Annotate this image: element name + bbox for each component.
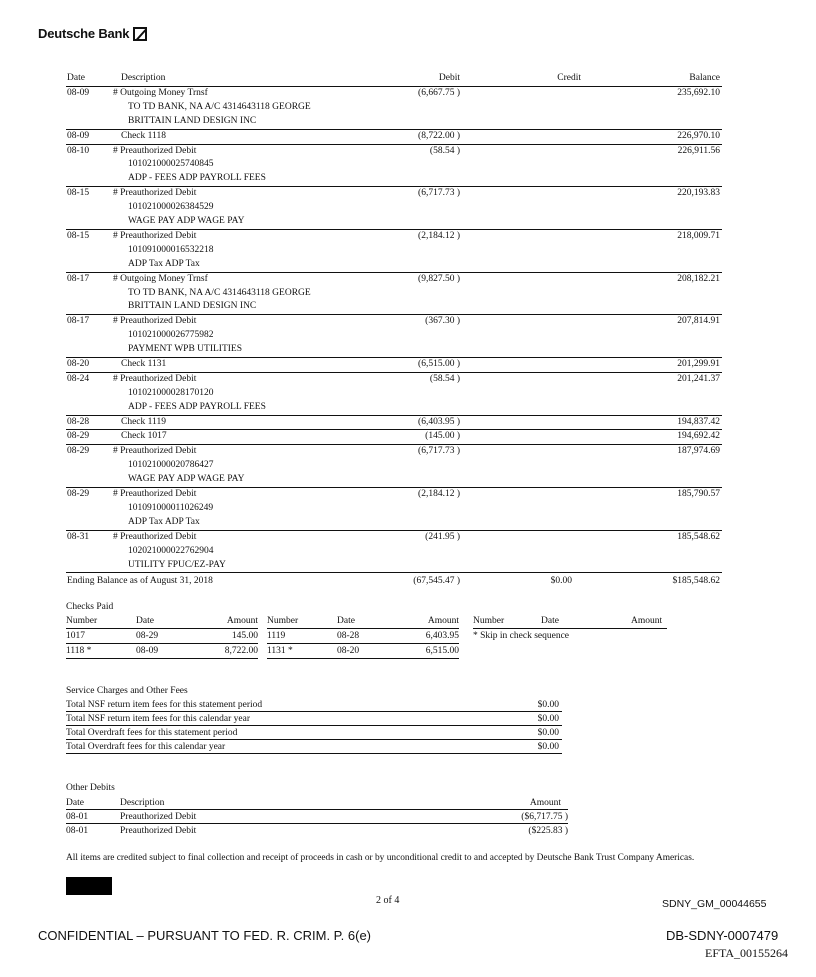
transaction-detail: 101021000020786427 bbox=[128, 460, 214, 471]
transaction-date: 08-10 bbox=[67, 145, 90, 156]
transaction-balance: 218,009.71 bbox=[677, 230, 720, 241]
bank-name: Deutsche Bank bbox=[38, 26, 130, 41]
fee-amount: $0.00 bbox=[507, 712, 562, 726]
transaction-balance: 235,692.10 bbox=[677, 88, 720, 98]
check-sequence-note: * Skip in check sequence bbox=[473, 631, 570, 642]
redaction-box bbox=[66, 877, 112, 895]
debit-date: 08-01 bbox=[66, 810, 120, 824]
transaction-detail: ADP Tax ADP Tax bbox=[128, 258, 200, 269]
transaction-date: 08-24 bbox=[67, 373, 90, 384]
transaction-balance: 194,692.42 bbox=[677, 431, 720, 442]
ending-balance: $185,548.62 bbox=[672, 576, 720, 587]
transaction-type: Check 1017 bbox=[121, 431, 167, 442]
debit-amount: ($6,717.75 ) bbox=[398, 810, 568, 824]
fees-title: Service Charges and Other Fees bbox=[66, 686, 188, 696]
transaction-description bbox=[113, 87, 311, 129]
fee-row bbox=[66, 712, 562, 726]
transaction-date: 08-17 bbox=[67, 273, 90, 284]
transaction-debit: (58.54 ) bbox=[429, 145, 460, 156]
fee-label: Total NSF return item fees for this calendar year bbox=[66, 712, 507, 726]
header-debit: Debit bbox=[438, 73, 460, 83]
debit-amount: ($225.83 ) bbox=[528, 825, 568, 836]
transaction-description bbox=[113, 145, 266, 187]
check-amount: 8,722.00 bbox=[198, 644, 258, 659]
transaction-row bbox=[66, 273, 722, 316]
transaction-detail: BRITTAIN LAND DESIGN INC bbox=[128, 301, 257, 312]
transaction-detail: 101091000016532218 bbox=[128, 244, 214, 255]
transaction-detail: ADP - FEES ADP PAYROLL FEES bbox=[128, 401, 266, 412]
transaction-type: # Outgoing Money Trnsf bbox=[113, 88, 208, 98]
transaction-row bbox=[66, 373, 722, 416]
confidential-notice: CONFIDENTIAL – PURSUANT TO FED. R. CRIM. P. 6(e) bbox=[38, 928, 372, 943]
transaction-type: # Preauthorized Debit bbox=[113, 446, 197, 457]
transaction-description bbox=[113, 273, 311, 315]
transaction-date: 08-17 bbox=[67, 316, 90, 327]
transaction-type: # Preauthorized Debit bbox=[113, 230, 197, 241]
transaction-row bbox=[66, 315, 722, 358]
transaction-detail: 101091000011026249 bbox=[128, 502, 214, 513]
transaction-row bbox=[66, 430, 722, 445]
transaction-description bbox=[113, 445, 245, 487]
check-number: 1118 * bbox=[66, 644, 136, 659]
transaction-row bbox=[66, 230, 722, 273]
transaction-date: 08-09 bbox=[67, 130, 90, 141]
transaction-type: # Outgoing Money Trnsf bbox=[113, 273, 208, 284]
header-description: Description bbox=[121, 73, 166, 83]
transaction-date: 08-15 bbox=[67, 188, 90, 199]
checks-paid-title: Checks Paid bbox=[66, 602, 114, 612]
check-amount: 6,515.00 bbox=[399, 644, 459, 659]
check-amount: 6,403.95 bbox=[399, 629, 459, 644]
transaction-detail: 101021000025740845 bbox=[128, 159, 214, 170]
transaction-type: # Preauthorized Debit bbox=[113, 316, 197, 327]
transaction-detail: 101021000028170120 bbox=[128, 387, 214, 398]
debit-description: Preauthorized Debit bbox=[120, 825, 197, 836]
transaction-type: # Preauthorized Debit bbox=[113, 373, 197, 384]
transactions-header bbox=[66, 72, 722, 87]
debit-row bbox=[66, 810, 568, 824]
page-number: 2 of 4 bbox=[376, 895, 400, 906]
ending-debit: (67,545.47 ) bbox=[413, 576, 460, 587]
fee-label: Total Overdraft fees for this statement period bbox=[66, 726, 507, 740]
checks-header-amount: Amount bbox=[198, 614, 258, 629]
transaction-row bbox=[66, 187, 722, 230]
checks-header-number: Number bbox=[66, 614, 136, 629]
transaction-debit: (2,184.12 ) bbox=[418, 230, 460, 241]
transaction-row bbox=[66, 145, 722, 188]
transaction-debit: (6,667.75 ) bbox=[418, 88, 460, 98]
transaction-balance: 187,974.69 bbox=[677, 446, 720, 457]
transaction-row bbox=[66, 445, 722, 488]
checks-header-date: Date bbox=[337, 614, 399, 629]
header-balance: Balance bbox=[689, 73, 720, 83]
transaction-description bbox=[121, 416, 166, 430]
bates-number-db: DB-SDNY-0007479 bbox=[666, 928, 779, 943]
fee-amount: $0.00 bbox=[507, 698, 562, 712]
check-date: 08-29 bbox=[136, 629, 198, 644]
transaction-type: # Preauthorized Debit bbox=[113, 188, 197, 199]
fees-table bbox=[66, 698, 562, 754]
ending-credit: $0.00 bbox=[550, 576, 572, 587]
transaction-description bbox=[113, 187, 245, 229]
transaction-type: Check 1119 bbox=[121, 416, 166, 427]
debit-row bbox=[66, 824, 568, 838]
transaction-row bbox=[66, 531, 722, 574]
check-number: 1131 * bbox=[267, 644, 337, 659]
transaction-type: # Preauthorized Debit bbox=[113, 531, 197, 542]
transaction-detail: WAGE PAY ADP WAGE PAY bbox=[128, 216, 245, 227]
bates-number-sdny: SDNY_GM_00044655 bbox=[662, 898, 767, 910]
check-date: 08-20 bbox=[337, 644, 399, 659]
efta-number: EFTA_00155264 bbox=[705, 946, 789, 960]
transaction-balance: 185,790.57 bbox=[677, 489, 720, 500]
fee-row bbox=[66, 698, 562, 712]
check-date: 08-09 bbox=[136, 644, 198, 659]
transaction-debit: (241.95 ) bbox=[425, 531, 460, 542]
transaction-description bbox=[113, 230, 214, 272]
transaction-row bbox=[66, 488, 722, 531]
transaction-detail: TO TD BANK, NA A/C 4314643118 GEORGE bbox=[128, 101, 311, 112]
transaction-description bbox=[121, 358, 166, 372]
transaction-detail: BRITTAIN LAND DESIGN INC bbox=[128, 115, 257, 126]
checks-header-amount: Amount bbox=[399, 614, 459, 629]
transaction-balance: 226,911.56 bbox=[677, 145, 720, 156]
transaction-description bbox=[113, 488, 213, 530]
debits-header-date: Date bbox=[66, 796, 120, 810]
transaction-debit: (6,717.73 ) bbox=[418, 188, 460, 199]
transaction-date: 08-31 bbox=[67, 531, 90, 542]
transaction-date: 08-28 bbox=[67, 416, 90, 427]
checks-header-amount: Amount bbox=[631, 614, 667, 629]
check-number: 1017 bbox=[66, 629, 136, 644]
transaction-debit: (6,403.95 ) bbox=[418, 416, 460, 427]
transactions-table bbox=[66, 72, 722, 588]
transaction-description bbox=[121, 430, 167, 444]
debit-description: Preauthorized Debit bbox=[120, 810, 398, 824]
transaction-detail: 102021000022762904 bbox=[128, 545, 214, 556]
transaction-description bbox=[121, 130, 166, 144]
debits-header-amount: Amount bbox=[398, 796, 568, 810]
transaction-debit: (9,827.50 ) bbox=[418, 273, 460, 284]
fee-label: Total NSF return item fees for this statement period bbox=[66, 698, 507, 712]
fee-row bbox=[66, 740, 562, 754]
transaction-detail: TO TD BANK, NA A/C 4314643118 GEORGE bbox=[128, 287, 311, 298]
transaction-date: 08-29 bbox=[67, 446, 90, 457]
transaction-debit: (145.00 ) bbox=[425, 431, 460, 442]
header-date: Date bbox=[67, 73, 85, 83]
transaction-detail: 101021000026384529 bbox=[128, 202, 214, 213]
transaction-detail: ADP Tax ADP Tax bbox=[128, 516, 200, 527]
checks-paid-table bbox=[66, 614, 667, 659]
bank-logo bbox=[38, 26, 147, 41]
transaction-row bbox=[66, 416, 722, 431]
fee-amount: $0.00 bbox=[507, 740, 562, 754]
transaction-balance: 185,548.62 bbox=[677, 531, 720, 542]
other-debits-table bbox=[66, 796, 568, 837]
debit-date: 08-01 bbox=[66, 825, 89, 836]
transaction-date: 08-15 bbox=[67, 230, 90, 241]
transaction-date: 08-20 bbox=[67, 359, 90, 370]
transaction-date: 08-29 bbox=[67, 431, 90, 442]
transaction-detail: 101021000026775982 bbox=[128, 330, 214, 341]
transaction-type: # Preauthorized Debit bbox=[113, 145, 197, 156]
transaction-description bbox=[113, 315, 242, 357]
transaction-date: 08-09 bbox=[67, 88, 90, 98]
fee-row bbox=[66, 726, 562, 740]
transaction-detail: ADP - FEES ADP PAYROLL FEES bbox=[128, 173, 266, 184]
transaction-detail: PAYMENT WPB UTILITIES bbox=[128, 344, 243, 355]
check-number: 1119 bbox=[267, 629, 337, 644]
ending-balance-row bbox=[66, 574, 722, 588]
checks-header-date: Date bbox=[541, 614, 631, 629]
transaction-description bbox=[113, 531, 226, 573]
header-credit: Credit bbox=[557, 73, 581, 83]
fee-label: Total Overdraft fees for this calendar year bbox=[66, 740, 507, 754]
transaction-row bbox=[66, 358, 722, 373]
transaction-type: Check 1131 bbox=[121, 359, 167, 370]
checks-header-number: Number bbox=[267, 614, 337, 629]
transaction-description bbox=[113, 373, 266, 415]
transaction-balance: 194,837.42 bbox=[677, 416, 720, 427]
transaction-debit: (6,717.73 ) bbox=[418, 446, 460, 457]
debits-header-description: Description bbox=[120, 796, 398, 810]
transaction-detail: WAGE PAY ADP WAGE PAY bbox=[128, 474, 245, 485]
transaction-row bbox=[66, 130, 722, 145]
transaction-detail: UTILITY FPUC/EZ-PAY bbox=[128, 559, 226, 570]
ending-label: Ending Balance as of August 31, 2018 bbox=[67, 576, 213, 587]
transaction-balance: 201,299.91 bbox=[677, 359, 720, 370]
transaction-debit: (2,184.12 ) bbox=[418, 489, 460, 500]
transaction-balance: 208,182.21 bbox=[677, 273, 720, 284]
transactions-rows bbox=[66, 87, 722, 573]
check-date: 08-28 bbox=[337, 629, 399, 644]
transaction-balance: 201,241.37 bbox=[677, 373, 720, 384]
transaction-type: Check 1118 bbox=[121, 130, 166, 141]
transaction-row bbox=[66, 87, 722, 130]
checks-header-date: Date bbox=[136, 614, 198, 629]
transaction-balance: 220,193.83 bbox=[677, 188, 720, 199]
checks-header-number: Number bbox=[473, 614, 541, 629]
transaction-type: # Preauthorized Debit bbox=[113, 489, 197, 500]
transaction-debit: (8,722.00 ) bbox=[418, 130, 460, 141]
other-debits-title: Other Debits bbox=[66, 783, 115, 793]
transaction-debit: (6,515.00 ) bbox=[418, 359, 460, 370]
transaction-debit: (367.30 ) bbox=[425, 316, 460, 327]
transaction-balance: 207,814.91 bbox=[677, 316, 720, 327]
bank-logo-icon bbox=[133, 27, 147, 41]
transaction-balance: 226,970.10 bbox=[677, 130, 720, 141]
transaction-debit: (58.54 ) bbox=[429, 373, 460, 384]
fee-amount: $0.00 bbox=[507, 726, 562, 740]
check-amount: 145.00 bbox=[198, 629, 258, 644]
disclaimer: All items are credited subject to final collection and receipt of proceeds in cash or by unconditional credit to and accepted by Deutsche Bank Trust Company Americas. bbox=[66, 853, 695, 863]
transaction-date: 08-29 bbox=[67, 489, 90, 500]
